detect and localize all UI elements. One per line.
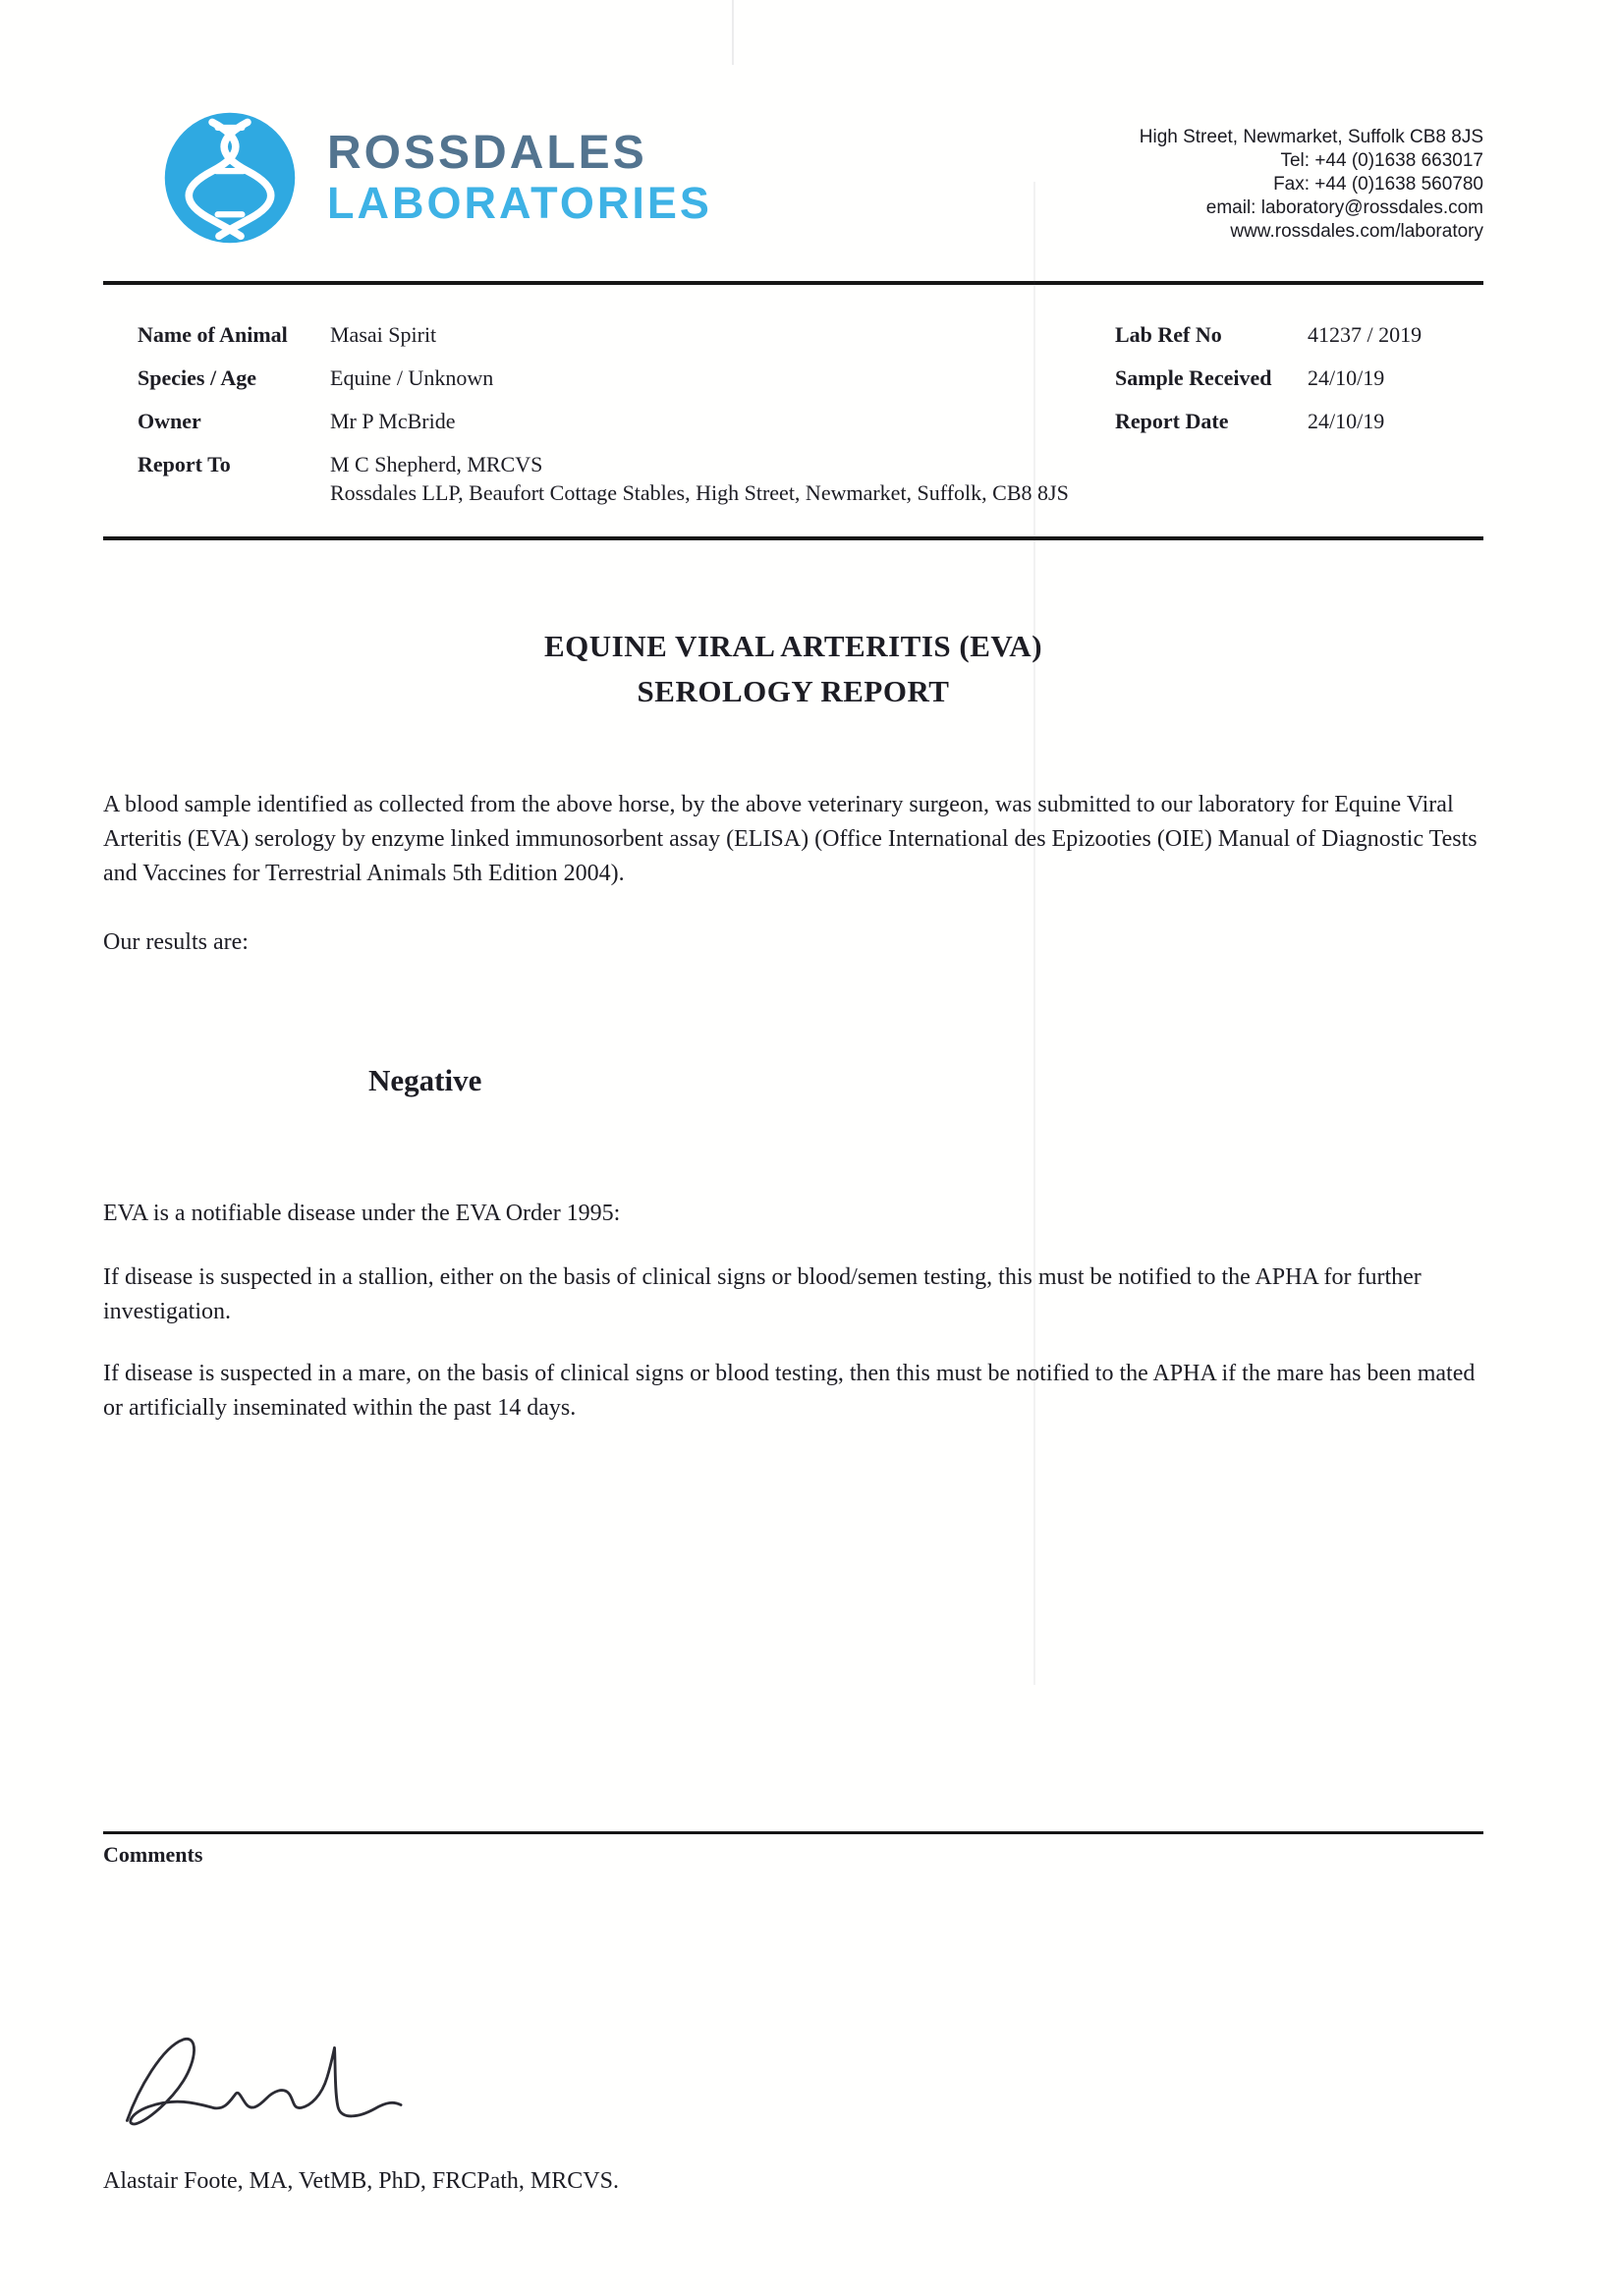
mare-paragraph: If disease is suspected in a mare, on the basis of clinical signs or blood testing, then this must be notified to the APHA if the mare has been mated or artificially inseminated within the past 14 days.: [103, 1361, 1476, 1421]
info-divider: [103, 536, 1483, 540]
contact-website: www.rossdales.com/laboratory: [1230, 221, 1483, 242]
info-label: Sample Received: [1115, 365, 1272, 390]
info-value: 24/10/19: [1308, 365, 1385, 390]
contact-email: email: laboratory@rossdales.com: [1205, 197, 1483, 218]
info-value: Masai Spirit: [330, 322, 437, 347]
info-row-report-to: [138, 450, 1483, 507]
info-label: Owner: [138, 409, 201, 433]
info-label: Report Date: [1115, 409, 1229, 433]
signee-name: Alastair Foote, MA, VetMB, PhD, FRCPath, MRCVS.: [103, 2168, 619, 2194]
info-value: 41237 / 2019: [1308, 322, 1423, 347]
report-title-line2: SEROLOGY REPORT: [637, 674, 950, 708]
info-label: Lab Ref No: [1115, 322, 1222, 347]
notifiable-paragraph: EVA is a notifiable disease under the EVA Order 1995:: [103, 1201, 621, 1226]
contact-fax: Fax: +44 (0)1638 560780: [1273, 174, 1483, 195]
intro-paragraph: A blood sample identified as collected from the above horse, by the above veterinary surgeon, was submitted to our laboratory for Equine Viral Arteritis (EVA) serology by enzyme linked immunosorbent assay (ELISA) (Office International des Epizooties (OIE) Manual of Diagnostic Tests and Vaccines for Terrestrial Animals 5th Edition 2004).: [103, 792, 1478, 886]
masthead: [103, 0, 1483, 246]
comments-divider: [103, 1831, 1483, 1834]
report-info-right: [1115, 320, 1422, 450]
report-info: [103, 320, 1483, 523]
brand-name-line2: LABORATORIES: [327, 178, 712, 228]
info-label: Report To: [138, 452, 231, 476]
info-value: Equine / Unknown: [330, 365, 494, 390]
scan-crease-top: [732, 0, 734, 65]
report-to-line1: M C Shepherd, MRCVS: [330, 452, 543, 476]
info-row-sample-received: [1115, 364, 1422, 392]
brand-text: [327, 128, 712, 228]
report-title: [103, 624, 1483, 714]
results-intro: Our results are:: [103, 929, 249, 955]
info-label: Name of Animal: [138, 322, 288, 347]
contact-tel: Tel: +44 (0)1638 663017: [1280, 150, 1483, 171]
info-row-report-date: [1115, 407, 1422, 435]
signature-icon: [105, 2023, 429, 2143]
signature-block: [103, 2023, 1483, 2195]
contact-address: High Street, Newmarket, Suffolk CB8 8JS: [1139, 127, 1483, 147]
top-divider: [103, 281, 1483, 285]
brand-name-line1: ROSSDALES: [327, 127, 647, 179]
comments-label: Comments: [103, 1842, 203, 1867]
info-value: [330, 450, 1069, 507]
info-value: 24/10/19: [1308, 409, 1385, 433]
result-value: Negative: [368, 1063, 482, 1097]
report-title-line1: EQUINE VIRAL ARTERITIS (EVA): [543, 629, 1043, 663]
info-label: Species / Age: [138, 365, 256, 390]
brand: [162, 110, 712, 246]
contact-block: [1140, 110, 1483, 244]
dna-logo-icon: [162, 110, 298, 246]
stallion-paragraph: If disease is suspected in a stallion, either on the basis of clinical signs or blood/semen testing, this must be notified to the APHA for further investigation.: [103, 1264, 1422, 1324]
info-value: Mr P McBride: [330, 409, 456, 433]
info-row-lab-ref: [1115, 320, 1422, 349]
report-to-line2: Rossdales LLP, Beaufort Cottage Stables, High Street, Newmarket, Suffolk, CB8 8JS: [330, 480, 1069, 505]
